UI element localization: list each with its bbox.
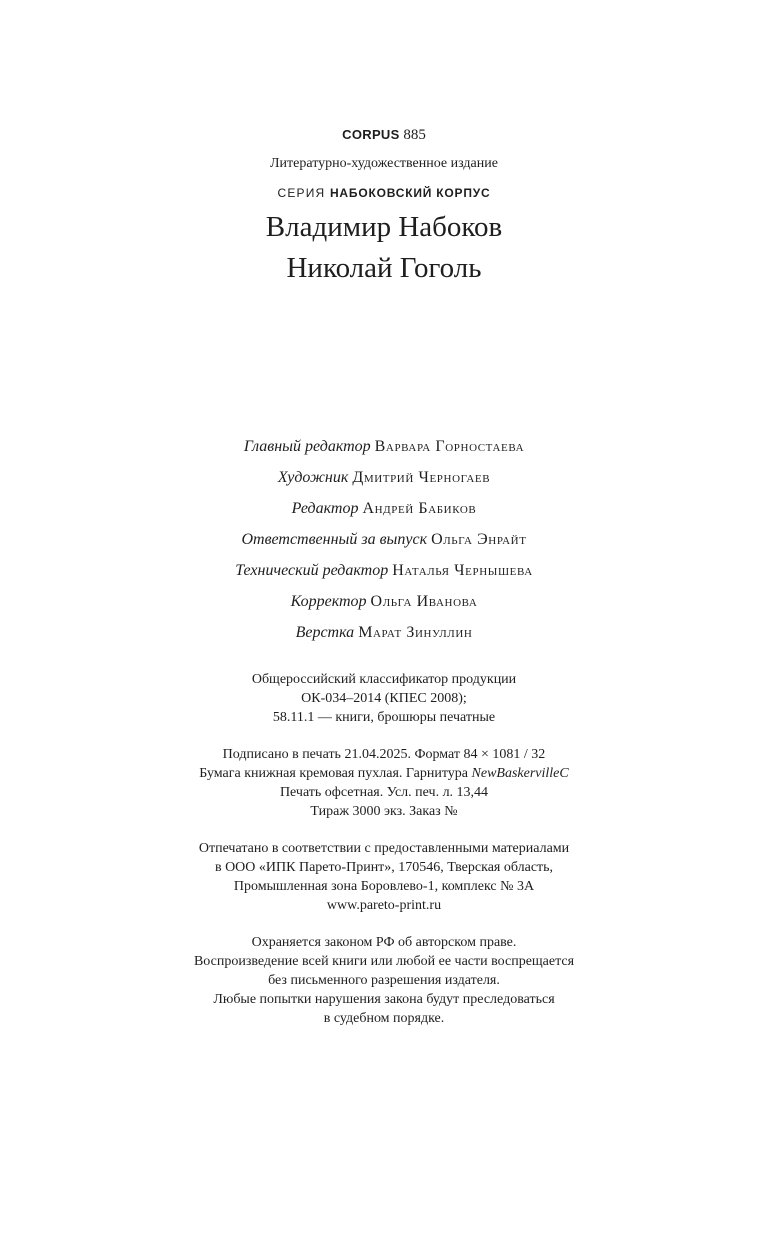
credit-role: Ответственный за выпуск [241, 531, 428, 548]
credit-person: Андрей Бабиков [362, 500, 477, 517]
print-data [0, 745, 768, 821]
paper-typeface-line [0, 764, 768, 783]
credit-proofreader [0, 586, 768, 617]
copyright-line: без письменного разрешения издателя. [268, 973, 500, 988]
publisher-number: 885 [403, 127, 426, 143]
credit-editor [0, 493, 768, 524]
copyright-line: Любые попытки нарушения закона будут преследоваться [213, 992, 555, 1007]
credit-person: Ольга Энрайт [431, 531, 527, 548]
printer-info [0, 839, 768, 915]
classifier-line: ОК-034–2014 (КПЕС 2008); [301, 691, 467, 706]
credit-role: Корректор [290, 593, 367, 610]
credit-chief-editor [0, 431, 768, 462]
typeface-name: NewBaskervilleC [471, 766, 569, 781]
print-run: Тираж 3000 экз. Заказ № [310, 804, 458, 819]
credit-person: Марат Зинуллин [358, 624, 473, 641]
copyright-line: Воспроизведение всей книги или любой ее части воспрещается [193, 954, 575, 969]
author-name: Владимир Набоков [265, 211, 503, 243]
printer-website: www.pareto-print.ru [326, 898, 442, 913]
title-block [0, 124, 768, 285]
credit-person: Ольга Иванова [370, 593, 478, 610]
printer-line: Промышленная зона Боровлево-1, комплекс № 3А [233, 879, 535, 894]
credit-technical-editor [0, 555, 768, 586]
credit-role: Технический редактор [235, 562, 389, 579]
printer-line: в ООО «ИПК Парето-Принт», 170546, Тверская область, [214, 860, 554, 875]
credit-release-manager [0, 524, 768, 555]
copyright-notice [0, 933, 768, 1028]
book-title: Николай Гоголь [286, 252, 482, 284]
product-classifier [0, 670, 768, 727]
copyright-line: в судебном порядке. [323, 1011, 445, 1026]
paper-info: Бумага книжная кремовая пухлая. Гарнитура [199, 766, 472, 781]
credit-role: Редактор [291, 500, 359, 517]
credit-role: Главный редактор [243, 438, 371, 455]
series-line [0, 184, 768, 202]
edition-type: Литературно-художественное издание [270, 156, 498, 171]
printer-line: Отпечатано в соответствии с предоставленными материалами [198, 841, 570, 856]
credits-list [0, 431, 768, 648]
publisher-brand: CORPUS [342, 127, 400, 142]
series-name: НАБОКОВСКИЙ КОРПУС [329, 186, 491, 200]
series-prefix: СЕРИЯ [277, 186, 326, 200]
copyright-line: Охраняется законом РФ об авторском праве. [251, 935, 517, 950]
credit-role: Художник [277, 469, 349, 486]
classifier-line: 58.11.1 — книги, брошюры печатные [272, 710, 496, 725]
credit-person: Дмитрий Черногаев [352, 469, 491, 486]
publisher-line [0, 124, 768, 146]
credit-person: Варвара Горностаева [374, 438, 525, 455]
credit-person: Наталья Чернышева [392, 562, 533, 579]
credit-artist [0, 462, 768, 493]
printing-method: Печать офсетная. Усл. печ. л. 13,44 [279, 785, 489, 800]
credit-role: Верстка [295, 624, 355, 641]
classifier-line: Общероссийский классификатор продукции [251, 672, 517, 687]
credit-layout [0, 617, 768, 648]
signed-to-print: Подписано в печать 21.04.2025. Формат 84 × 1081 / 32 [222, 747, 546, 762]
